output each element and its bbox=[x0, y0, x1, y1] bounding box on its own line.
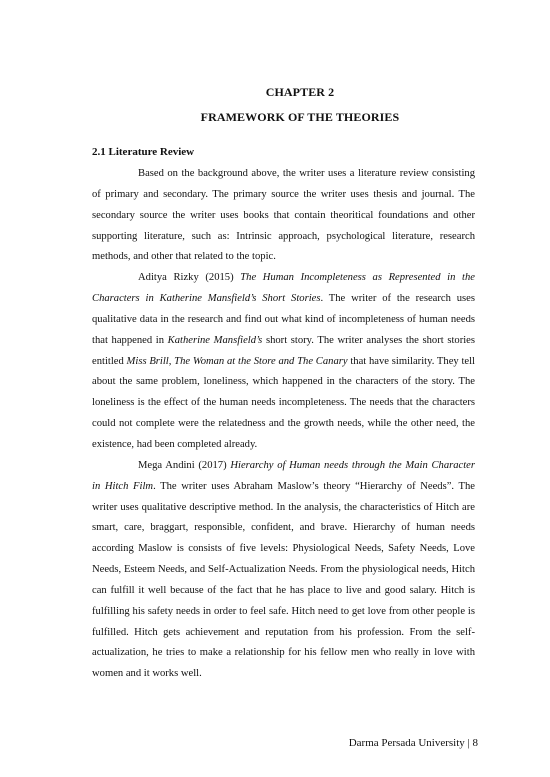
body-text bbox=[92, 164, 475, 685]
paragraph-text: Based on the background above, the writer uses a literature review consisting of primary and secondary. The primary source the writer uses thesis and journal. The secondary source the writer uses books that contain theoritical foundations and other supporting literature, such as: Intrinsic approach, psychological literature, research methods, and other that related to the topic. bbox=[92, 168, 475, 263]
paragraph-3 bbox=[92, 456, 475, 685]
thesis-title: The Human Incompleteness as Represented in the Characters in Katherine Mansfield’s Short Stories bbox=[92, 272, 475, 305]
paragraph-text: . The writer uses Abraham Maslow’s theory “Hierarchy of Needs”. The writer uses qualitative descriptive method. In the analysis, the characteristics of Hitch are smart, care, braggart, responsible, confident, and brave. Hierarchy of human needs according Maslow is consists of five levels: Physiological Needs, Safety Needs, Love Needs, Esteem Needs, and Self-Actualization Needs. From the physiological needs, Hitch can fulfill it well because of the fact that he has place to live and good salary. Hitch is fulfilling his safety needs in order to feel safe. Hitch need to get love from other people is fulfilled. Hitch gets achievement and reputation from his profession. From the self-actualization, he tries to make a relationship for his fellow men who really in love with women and it works well. bbox=[92, 480, 475, 680]
chapter-number: CHAPTER 2 bbox=[265, 85, 335, 99]
author-name: Katherine Mansfield’s bbox=[167, 334, 263, 346]
section-heading: 2.1 Literature Review bbox=[92, 146, 195, 158]
paragraph-text: that have similarity. They tell about the same problem, loneliness, which happened in the characters of the story. The loneliness is the effect of the human needs incompleteness. The needs that the characters could not complete were the relatedness and the growth needs, while the other need, the existence, had been completed already. bbox=[92, 355, 475, 450]
paragraph-text: short story. The writer analyses the short stories entitled bbox=[92, 334, 475, 367]
thesis-title: Hierarchy of Human needs through the Main Character in Hitch Film bbox=[92, 459, 476, 492]
page-footer: Darma Persada University | 8 bbox=[348, 737, 478, 749]
paragraph-2 bbox=[92, 268, 475, 456]
paragraph-text: Aditya Rizky (2015) bbox=[138, 272, 241, 284]
paragraph-1 bbox=[92, 164, 475, 268]
chapter-title: FRAMEWORK OF THE THEORIES bbox=[200, 110, 400, 124]
paragraph-text: . The writer of the research uses qualitative data in the research and find out what kind of incompleteness of human needs that happened in bbox=[92, 293, 475, 346]
paragraph-text: Mega Andini (2017) bbox=[138, 459, 231, 471]
story-titles: Miss Brill, The Woman at the Store and The Canary bbox=[126, 355, 348, 367]
